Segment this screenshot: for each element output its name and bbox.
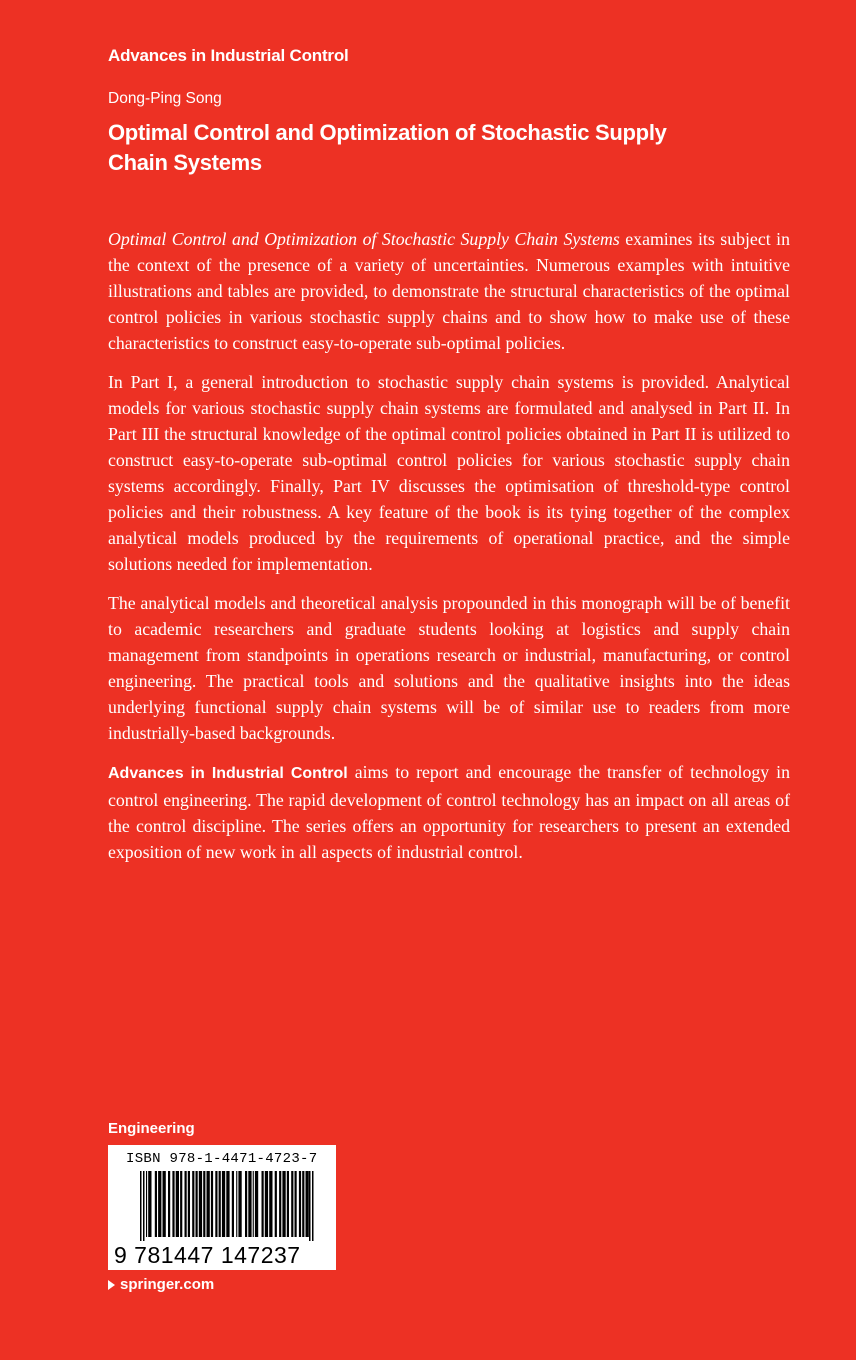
isbn-label: ISBN 978-1-4471-4723-7 [126,1151,318,1167]
barcode-bar [238,1171,241,1237]
barcode-bar [279,1171,281,1237]
blurb-text [108,226,790,878]
barcode-bar [199,1171,202,1237]
barcode-bar [295,1171,297,1237]
barcode-bar [168,1171,170,1237]
barcode-bar [236,1171,237,1237]
series-name-bold: Advances in Industrial Control [108,765,348,782]
barcode-bar [185,1171,187,1237]
barcode-bar [309,1171,311,1241]
barcode-bar [253,1171,254,1237]
barcode-bar [275,1171,277,1237]
barcode-bar [215,1171,217,1237]
barcode-bar [222,1171,225,1237]
barcode-bar [312,1171,314,1241]
barcode-bar [282,1171,285,1237]
barcode-bar [287,1171,289,1237]
blurb-paragraph-4-text: aims to report and encourage the transfer of technology in control engineering. The rapid development of control technology has an impact on all areas of the control discipline. The series offers an opportunity for researchers to present an extended exposition of new work in all aspects of industrial control. [108,762,790,862]
barcode-bar [211,1171,213,1237]
barcode-bar [245,1171,247,1237]
barcode-bar [306,1171,309,1237]
barcode-bar [269,1171,272,1237]
barcode-bar [140,1171,142,1241]
barcode-bar [299,1171,301,1237]
publisher-link[interactable] [108,1276,214,1293]
barcode-bar [172,1171,174,1237]
barcode-bar [219,1171,221,1237]
isbn-barcode [108,1145,336,1270]
barcode-bar [248,1171,251,1237]
publisher-link-text[interactable]: springer.com [120,1276,215,1293]
barcode-bar [232,1171,234,1237]
barcode-bar [265,1171,268,1237]
barcode-bar [226,1171,229,1237]
barcode-bar [143,1171,145,1241]
barcode-bar [180,1171,182,1237]
barcode-bar [163,1171,166,1237]
blurb-paragraph-1 [108,226,790,356]
barcode-bar [255,1171,258,1237]
author-name: Dong-Ping Song [108,90,222,107]
barcode-bar [148,1171,151,1237]
barcode-bar [158,1171,161,1237]
blurb-paragraph-4 [108,759,790,865]
barcode-bar [146,1171,147,1237]
arrow-right-icon [108,1280,115,1290]
barcode-bar [302,1171,304,1237]
barcode-bar [203,1171,205,1237]
blurb-paragraph-2: In Part I, a general introduction to stochastic supply chain systems is provided. Analytical models for various stochastic supply chain systems are formulated and analysed in Part II. In Part III the structural knowledge of the optimal control policies obtained in Part II is utilized to construct easy-to-operate sub-optimal control policies for various stochastic supply chain systems accordingly. Finally, Part IV discusses the optimisation of threshold-type control policies and their robustness. A key feature of the book is its tying together of the complex analytical models produced by the requirements of operational practice, and the simple solutions needed for implementation. [108,372,790,574]
book-title: Optimal Control and Optimization of Stochastic Supply Chain Systems [108,120,667,175]
barcode-digits: 9 781447 147237 [114,1242,301,1268]
barcode-bar [207,1171,210,1237]
subject-category: Engineering [108,1120,195,1137]
blurb-title-italic: Optimal Control and Optimization of Stochastic Supply Chain Systems [108,229,620,249]
series-name: Advances in Industrial Control [108,46,349,65]
barcode-bar [196,1171,198,1237]
barcode-bar [291,1171,293,1237]
blurb-paragraph-3: The analytical models and theoretical analysis propounded in this monograph will be of benefit to academic researchers and graduate students looking at logistics and supply chain management from standpoints in operations research or industrial, manufacturing, or control engineering. The practical tools and solutions and the qualitative insights into the ideas underlying functional supply chain systems will be of similar use to readers from more industrially-based backgrounds. [108,593,790,743]
barcode-bar [155,1171,157,1237]
barcode-bar [188,1171,190,1237]
barcode-bar [262,1171,264,1237]
blurb-paragraph-1-text: examines its subject in the context of the presence of a variety of uncertainties. Numerous examples with intuitive illustrations and tables are provided, to demonstrate the structural characteristics of the optimal control policies in various stochastic supply chains and to show how to make use of these characteristics to construct easy-to-operate sub-optimal policies. [108,229,790,353]
barcode-bar [176,1171,179,1237]
barcode-bar [192,1171,194,1237]
barcode-bars [108,1171,336,1243]
